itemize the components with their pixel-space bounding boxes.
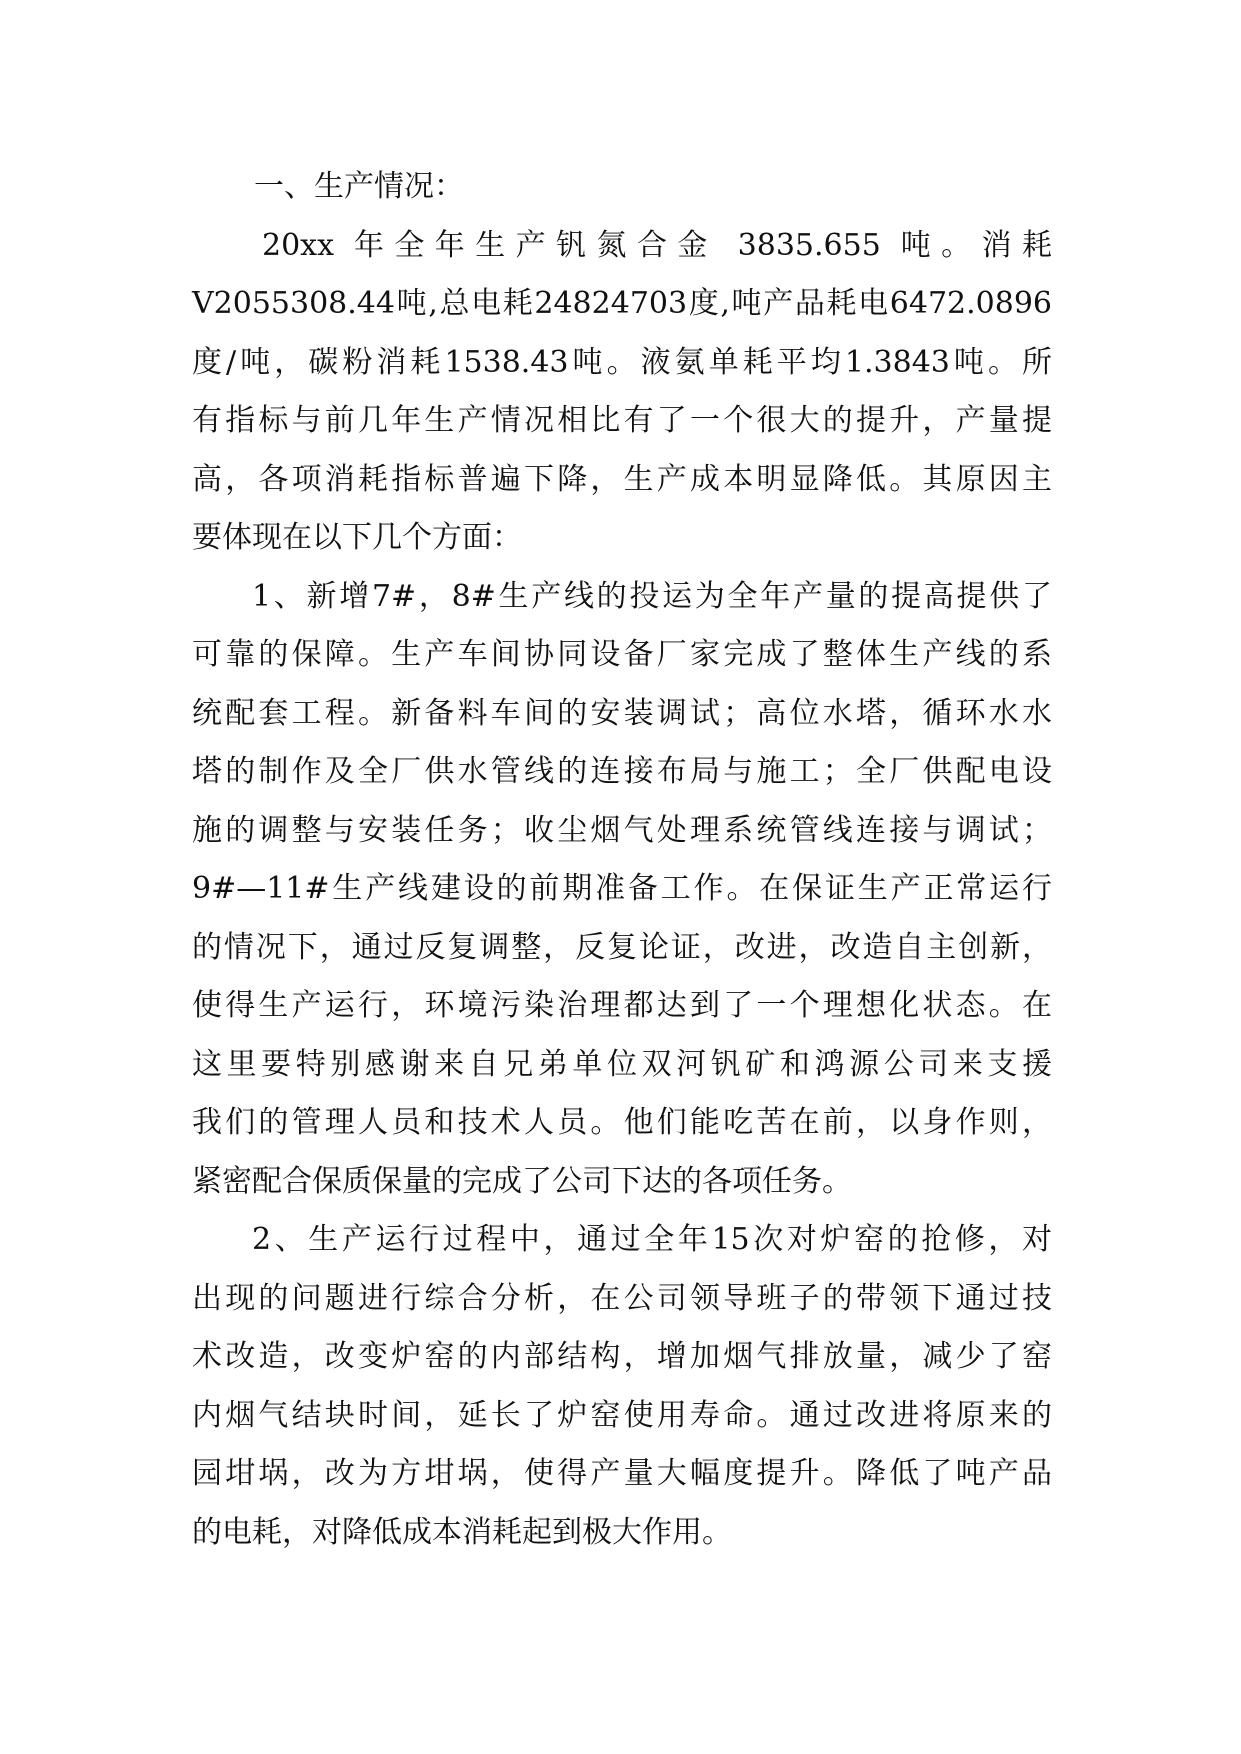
text-line: 这里要特别感谢来自兄弟单位双河钒矿和鸿源公司来支援 (192, 1046, 1052, 1082)
text-line: 度/吨，碳粉消耗1538.43吨。液氨单耗平均1.3843吨。所 (192, 344, 1052, 380)
text-line: V2055308.44吨,总电耗24824703度,吨产品耗电6472.0896 (192, 286, 1052, 321)
text-line: 20xx 年全年生产钒氮合金 3835.655 吨。消耗 (262, 227, 1052, 263)
text-line: 紧密配合保质保量的完成了公司下达的各项任务。 (192, 1163, 852, 1199)
text-line: 出现的问题进行综合分析，在公司领导班子的带领下通过技 (192, 1280, 1052, 1316)
paragraph-item-2 (192, 1211, 1052, 1562)
text-line: 术改造，改变炉窑的内部结构，增加烟气排放量，减少了窑 (192, 1339, 1052, 1374)
text-line: 我们的管理人员和技术人员。他们能吃苦在前，以身作则， (192, 1105, 1052, 1140)
text-line: 的电耗，对降低成本消耗起到极大作用。 (192, 1514, 732, 1550)
text-line: 施的调整与安装任务；收尘烟气处理系统管线连接与调试； (192, 812, 1052, 848)
text-line: 1、新增7#，8#生产线的投运为全年产量的提高提供了 (252, 578, 1052, 614)
section-heading: 一、生产情况： (254, 169, 464, 204)
text-line: 高，各项消耗指标普遍下降，生产成本明显降低。其原因主 (192, 461, 1052, 497)
text-line: 的情况下，通过反复调整，反复论证，改进，改造自主创新， (192, 929, 1052, 965)
text-line: 2、生产运行过程中，通过全年15次对炉窑的抢修，对 (252, 1222, 1052, 1257)
document-body (192, 158, 1052, 1562)
text-line: 使得生产运行，环境污染治理都达到了一个理想化状态。在 (192, 988, 1052, 1023)
text-line: 有指标与前几年生产情况相比有了一个很大的提升，产量提 (192, 403, 1052, 438)
text-line: 内烟气结块时间，延长了炉窑使用寿命。通过改进将原来的 (192, 1397, 1052, 1433)
text-line: 统配套工程。新备料车间的安装调试；高位水塔，循环水水 (192, 695, 1052, 731)
text-line: 9#—11#生产线建设的前期准备工作。在保证生产正常运行 (192, 871, 1052, 906)
text-line: 塔的制作及全厂供水管线的连接布局与施工；全厂供配电设 (192, 754, 1052, 789)
paragraph-item-1 (192, 568, 1052, 1212)
text-line: 园坩埚，改为方坩埚，使得产量大幅度提升。降低了吨产品 (192, 1456, 1052, 1491)
paragraph-production-summary (192, 217, 1052, 568)
text-line: 要体现在以下几个方面： (192, 520, 522, 555)
text-line: 可靠的保障。生产车间协同设备厂家完成了整体生产线的系 (192, 637, 1052, 672)
